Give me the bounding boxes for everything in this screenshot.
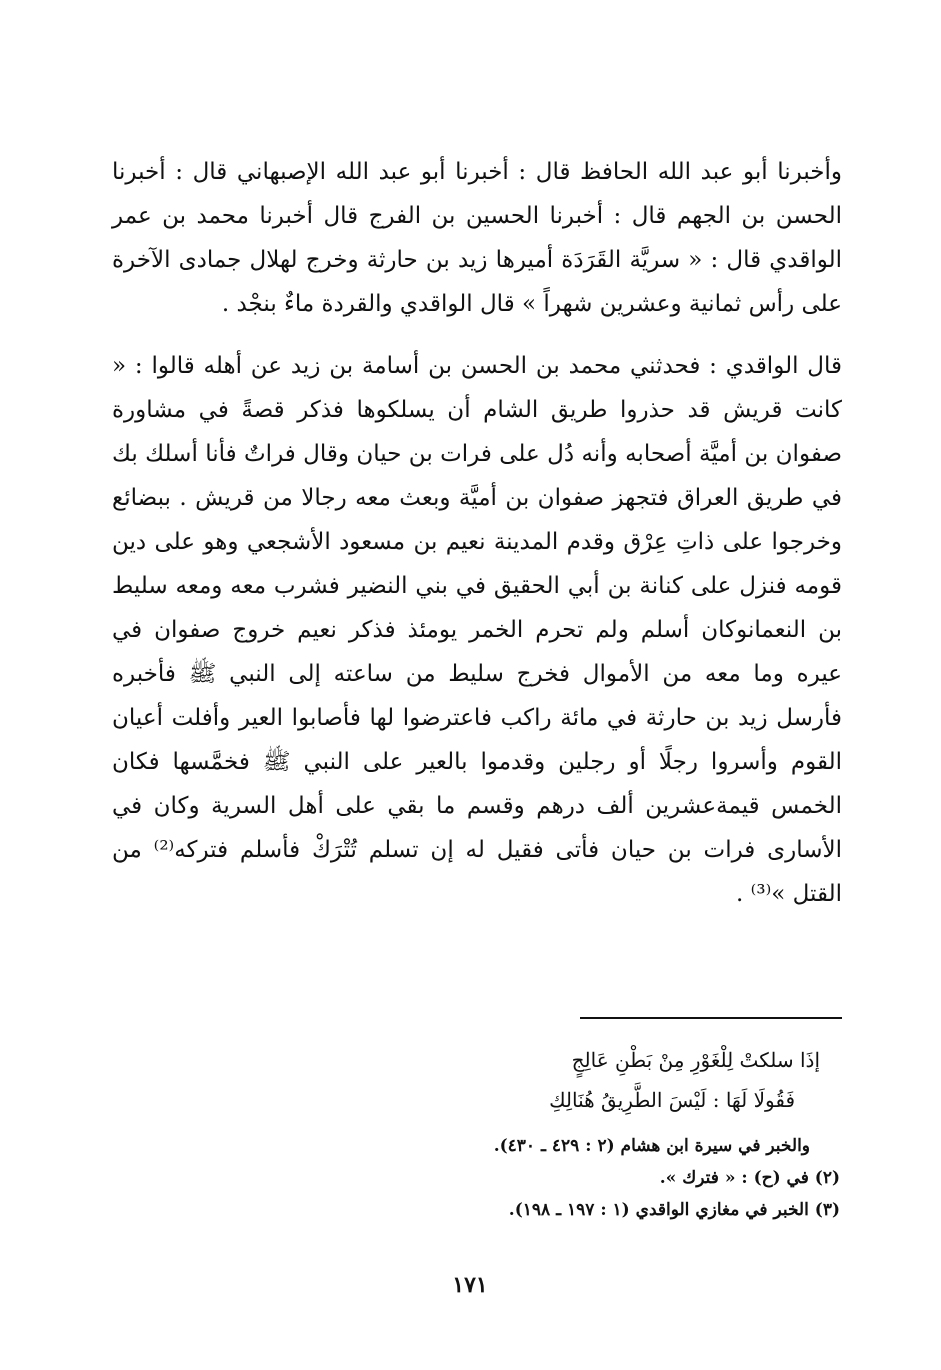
page-number: ١٧١ <box>452 1272 488 1298</box>
paragraph-2: قال الواقدي : فحدثني محمد بن الحسن بن أسامة بن زيد عن أهله قالوا : « كانت قريش قد حذروا طريق الشام أن يسلكوها فذكر قصةً في مشاورة صفوان بن أميَّة أصحابه وأنه دُل على فرات بن حيان وقال فراتٌ فأنا أسلك بك في طريق العراق فتجهز صفوان بن أميَّة وبعث معه رجالا من قريش . ببضائع وخرجوا على ذاتِ عِرْق وقدم المدينة نعيم بن مسعود الأشجعي وهو على دين قومه فنزل على كنانة بن أبي الحقيق في بني النضير فشرب معه ومعه سليط بن النعمانوكان أسلم ولم تحرم الخمر يومئذ فذكر نعيم خروج صفوان في عيره وما معه من الأموال فخرج سليط من ساعته إلى النبي ﷺ فأخبره فأرسل زيد بن حارثة في مائة راكب فاعترضوا لها فأصابوا العير وأفلت أعيان القوم وأسروا رجلًا أو رجلين وقدموا بالعير على النبي ﷺ فخمَّسها فكان الخمس قيمةعشرين ألف درهم وقسم ما بقي على أهل السرية وكان في الأسارى فرات بن حيان فأتى فقيل له إن تسلم تُتْرَكْ فأسلم فتركه⁽²⁾ من القتل »⁽³⁾ . <box>112 353 842 907</box>
footnotes <box>150 1130 840 1226</box>
verse-line-1: إذَا سلكتْ لِلْغَوْرِ مِنْ بَطْنِ عَالِجٍ <box>571 1048 820 1072</box>
paragraph-1: وأخبرنا أبو عبد الله الحافظ قال : أخبرنا أبو عبد الله الإصبهاني قال : أخبرنا الحسن بن الجهم قال : أخبرنا الحسين بن الفرج قال أخبرنا محمد بن عمر الواقدي قال : « سريَّة القَرَدَة أميرها زيد بن حارثة وخرج لهلال جمادى الآخرة على رأس ثمانية وعشرين شهراً » قال الواقدي والقردة ماءٌ بنجْد . <box>112 159 842 317</box>
footnote-1-continuation: والخبر في سيرة ابن هشام (٢ : ٤٢٩ ـ ٤٣٠). <box>493 1136 810 1156</box>
main-text <box>112 150 842 916</box>
footnote-separator <box>580 1017 842 1019</box>
footnote-2: (٢) في (ح) : « فترك ». <box>659 1168 840 1188</box>
verse-line-2: فَقُولَا لَهَا : لَيْسَ الطَّرِيقُ هُنَالِكِ <box>549 1088 795 1112</box>
footnote-verse <box>150 1040 840 1120</box>
footnote-3: (٣) الخبر في مغازي الواقدي (١ : ١٩٧ ـ ١٩٨). <box>508 1200 840 1220</box>
